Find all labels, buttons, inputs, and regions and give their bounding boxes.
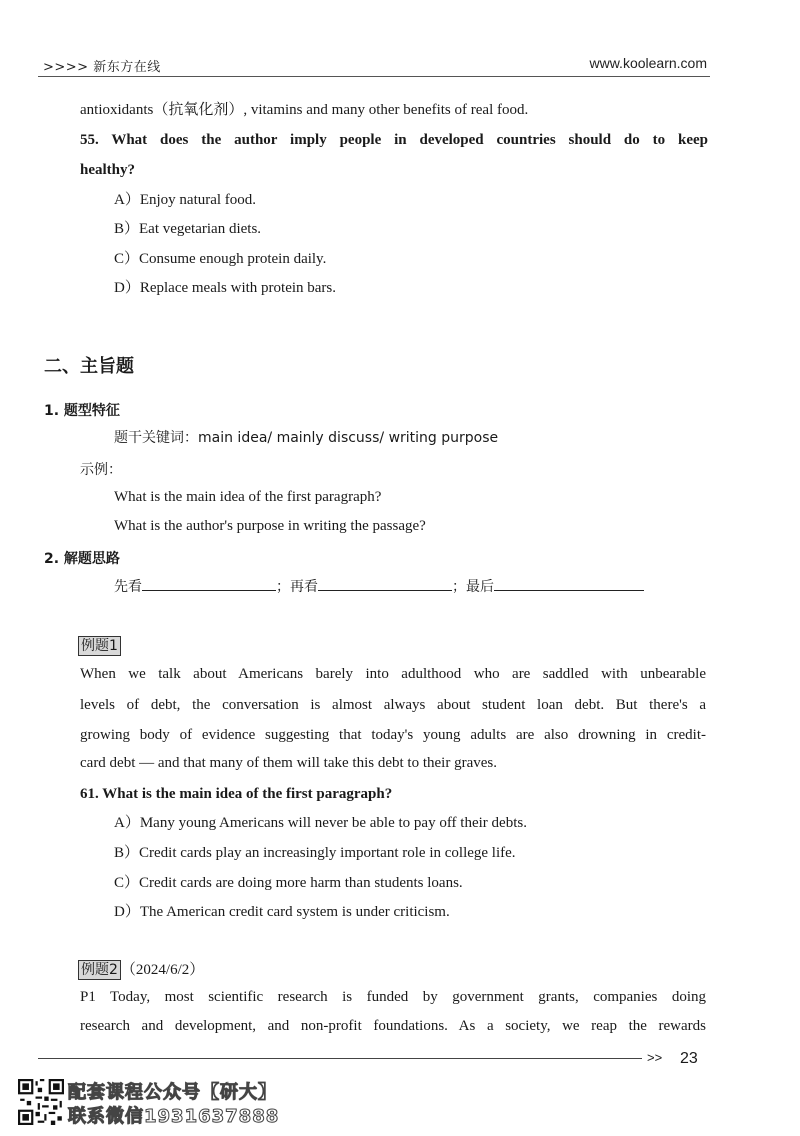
blank-last xyxy=(494,576,644,591)
example-2-label: 例题2 xyxy=(78,960,121,980)
approach-heading: 2. 解题思路 xyxy=(44,551,120,567)
example-1-passage-line3: growing body of evidence suggesting that today's young adults are also drowning in credit- xyxy=(80,727,706,743)
blank-then xyxy=(318,576,452,591)
question-55-option-b: B）Eat vegetarian diets. xyxy=(114,221,262,237)
approach-last-label: ；最后 xyxy=(452,579,494,595)
example-1-label: 例题1 xyxy=(78,636,121,656)
blank-first xyxy=(142,576,276,591)
question-61-option-a: A）Many young Americans will never be able to pay off their debts. xyxy=(114,815,527,831)
approach-steps xyxy=(114,576,644,596)
promo-line-1: 配套课程公众号【研大】 xyxy=(68,1082,277,1103)
approach-first-label: 先看 xyxy=(114,579,142,595)
question-55-option-c: C）Consume enough protein daily. xyxy=(114,251,327,267)
header-divider xyxy=(38,76,710,77)
example-2-passage-line1: P1 Today, most scientific research is funded by government grants, companies doing xyxy=(80,989,706,1005)
question-61-stem: 61. What is the main idea of the first paragraph? xyxy=(80,786,393,802)
example-question-1: What is the main idea of the first paragraph? xyxy=(114,489,382,505)
example-1-passage-line1: When we talk about Americans barely into adulthood who are saddled with unbearable xyxy=(80,666,706,682)
footer-arrow: >> xyxy=(647,1050,663,1065)
question-61-option-d: D）The American credit card system is under criticism. xyxy=(114,904,450,920)
question-55-option-a: A）Enjoy natural food. xyxy=(114,192,257,208)
question-55-stem-line1: 55. What does the author imply people in developed countries should do to keep xyxy=(80,132,708,148)
example-1-label-box xyxy=(78,636,121,656)
example-2-passage-line2: research and development, and non-profit foundations. As a society, we reap the rewards xyxy=(80,1018,706,1034)
example-2-heading xyxy=(78,960,204,980)
question-55-stem-line2: healthy? xyxy=(80,162,136,178)
features-heading: 1. 题型特征 xyxy=(44,403,120,419)
question-61-option-b: B）Credit cards play an increasingly important role in college life. xyxy=(114,845,516,861)
approach-then-label: ；再看 xyxy=(276,579,318,595)
qr-code-icon xyxy=(18,1079,64,1125)
section-title: 二、主旨题 xyxy=(44,356,134,377)
example-1-passage-line2: levels of debt, the conversation is almost always about student loan debt. But there's a xyxy=(80,697,706,713)
footer-divider xyxy=(38,1058,642,1059)
promo-line-2: 联系微信1931637888 xyxy=(68,1106,280,1127)
question-61-option-c: C）Credit cards are doing more harm than students loans. xyxy=(114,875,463,891)
example-label: 示例： xyxy=(80,462,122,478)
page-number: 23 xyxy=(680,1050,698,1067)
example-question-2: What is the author's purpose in writing the passage? xyxy=(114,518,426,534)
example-1-passage-line4: card debt — and that many of them will take this debt to their graves. xyxy=(80,755,497,771)
question-55-option-d: D）Replace meals with protein bars. xyxy=(114,280,337,296)
header-brand: >>>> 新东方在线 xyxy=(43,60,161,75)
features-keywords: 题干关键词：main idea/ mainly discuss/ writing purpose xyxy=(114,430,499,446)
passage-tail: antioxidants（抗氧化剂）, vitamins and many other benefits of real food. xyxy=(80,102,529,118)
example-2-date: （2024/6/2） xyxy=(120,962,205,978)
header-url: www.koolearn.com xyxy=(589,55,707,71)
